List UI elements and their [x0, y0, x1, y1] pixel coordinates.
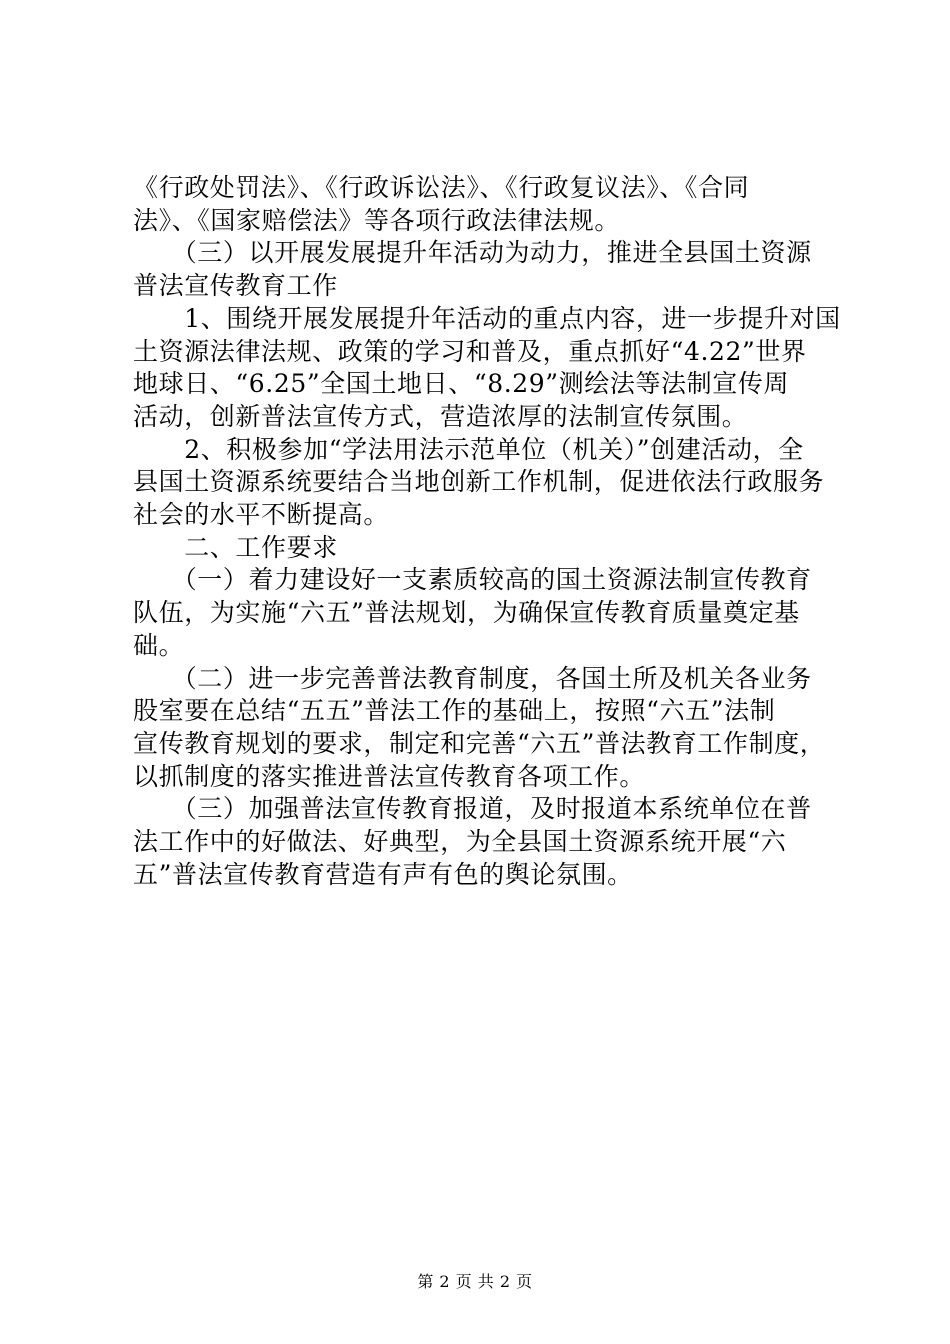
text-line: 1、围绕开展发展提升年活动的重点内容，进一步提升对国: [133, 303, 841, 333]
text-line: 宣传教育规划的要求，制定和完善“六五”普法教育工作制度，: [133, 728, 826, 758]
body-text: [133, 172, 841, 891]
text-line: 以抓制度的落实推进普法宣传教育各项工作。: [133, 761, 646, 791]
text-line: 地球日、“6.25”全国土地日、“8.29”测绘法等法制宣传周: [133, 369, 790, 399]
text-line: （二）进一步完善普法教育制度，各国土所及机关各业务: [133, 663, 812, 693]
text-line: 普法宣传教育工作: [133, 271, 338, 301]
page-number-footer: 第 2 页 共 2 页: [417, 1272, 533, 1291]
text-line: （三）以开展发展提升年活动为动力，推进全县国土资源: [133, 238, 812, 268]
text-line: 法工作中的好做法、好典型，为全县国土资源系统开展“六: [133, 827, 787, 857]
text-line: 《行政处罚法》、《行政诉讼法》、《行政复议法》、《合同: [133, 173, 750, 202]
text-line: 础。: [133, 630, 185, 660]
text-line: 社会的水平不断提高。: [133, 500, 390, 530]
text-line: 土资源法律法规、政策的学习和普及，重点抓好“4.22”世界: [133, 336, 807, 366]
section-heading: 二、工作要求: [133, 532, 338, 562]
text-line: 县国土资源系统要结合当地创新工作机制，促进依法行政服务: [133, 467, 825, 497]
text-line: 五”普法宣传教育营造有声有色的舆论氛围。: [133, 859, 633, 889]
text-line: （一）着力建设好一支素质较高的国土资源法制宣传教育: [133, 565, 812, 595]
text-line: （三）加强普法宣传教育报道，及时报道本系统单位在普: [133, 794, 812, 824]
text-line: 法》、《国家赔偿法》等各项行政法律法规。: [133, 205, 621, 235]
text-line: 2、积极参加“学法用法示范单位（机关）”创建活动，全: [133, 434, 804, 464]
text-line: 队伍，为实施“六五”普法规划，为确保宣传教育质量奠定基: [133, 598, 800, 628]
text-line: 活动，创新普法宣传方式，营造浓厚的法制宣传氛围。: [133, 401, 748, 431]
text-line: 股室要在总结“五五”普法工作的基础上，按照“六五”法制: [133, 696, 776, 726]
